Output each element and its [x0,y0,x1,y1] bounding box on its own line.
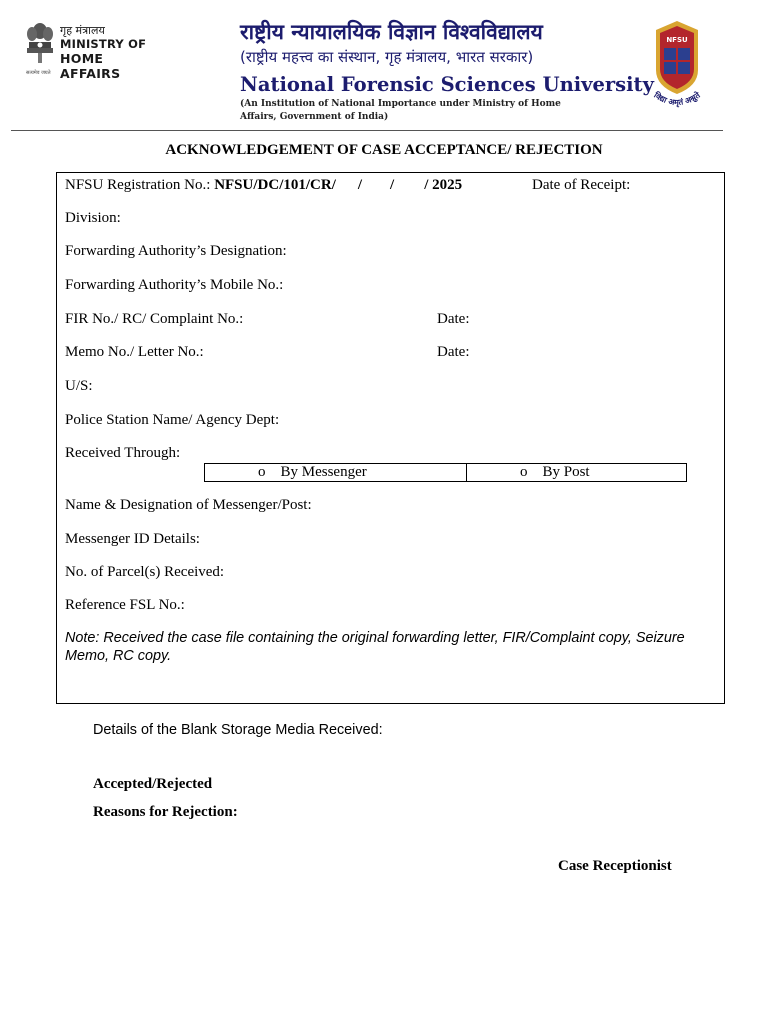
accepted-rejected-label: Accepted/Rejected [93,776,213,792]
university-english-sub: (An Institution of National Importance under Ministry of Home Affairs, Government of India) [240,99,561,122]
case-receptionist-label: Case Receptionist [558,858,672,874]
police-station-label: Police Station Name/ Agency Dept: [65,412,280,428]
university-english-name: National Forensic Sciences University [240,73,654,96]
messenger-name-label: Name & Designation of Messenger/Post: [65,497,312,513]
forwarding-mobile-label: Forwarding Authority’s Mobile No.: [65,277,284,293]
option-by-post[interactable] [467,464,686,481]
crest-abbr: NFSU [666,36,688,44]
national-emblem-icon [24,20,56,76]
fir-date-label: Date: [437,311,470,327]
fir-label: FIR No./ RC/ Complaint No.: [65,311,244,327]
memo-date-label: Date: [437,344,470,360]
received-through-options [204,463,687,482]
crest-motto: विद्या अमृतं अश्नुते [652,90,702,108]
registration-label: NFSU Registration No.: [65,177,211,193]
memo-label: Memo No./ Letter No.: [65,344,204,360]
fsl-reference-label: Reference FSL No.: [65,597,185,613]
university-header [240,18,654,124]
forwarding-designation-label: Forwarding Authority’s Designation: [65,243,287,259]
page-title: ACKNOWLEDGEMENT OF CASE ACCEPTANCE/ REJECTION [165,142,603,158]
moha-logo [24,20,164,80]
registration-prefix: NFSU/DC/101/CR/ [214,177,336,193]
moha-hindi: गृह मंत्रालय [60,24,105,37]
registration-row [65,177,462,194]
storage-media-label: Details of the Blank Storage Media Received: [93,722,383,738]
option-label: By Messenger [280,464,367,480]
university-hindi-sub: (राष्ट्रीय महत्त्व का संस्थान, गृह मंत्रालय, भारत सरकार) [240,48,534,66]
registration-slash-1: / [357,177,363,193]
us-label: U/S: [65,378,93,394]
messenger-id-label: Messenger ID Details: [65,531,200,547]
registration-year: / 2025 [424,177,463,193]
moha-line1: MINISTRY OF [60,37,147,51]
parcels-label: No. of Parcel(s) Received: [65,564,225,580]
nfsu-crest-icon [642,18,712,113]
option-bullet: o [520,464,528,480]
moha-line2: HOME AFFAIRS [60,51,121,81]
option-label: By Post [542,464,590,480]
date-of-receipt-label: Date of Receipt: [532,177,631,193]
header-divider [11,130,723,131]
received-through-label: Received Through: [65,445,181,461]
option-bullet: o [258,464,266,480]
note-text: Note: Received the case file containing the original forwarding letter, FIR/Complaint copy, Seizure Memo, RC copy. [65,630,685,664]
reasons-label: Reasons for Rejection: [93,804,238,820]
division-label: Division: [65,210,121,226]
emblem-caption: सत्यमेव जयते [26,70,51,76]
registration-slash-2: / [390,177,395,193]
university-hindi-name: राष्ट्रीय न्यायालयिक विज्ञान विश्वविद्यालय [240,20,543,44]
option-by-messenger[interactable] [205,464,467,481]
moha-text [60,24,164,81]
